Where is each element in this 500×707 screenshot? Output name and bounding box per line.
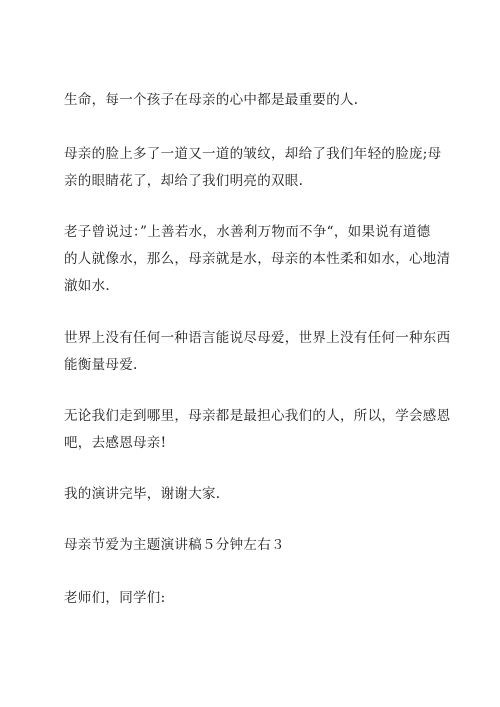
- text-line: 世界上没有任何一种语言能说尽母爱，世界上没有任何一种东西: [64, 330, 451, 346]
- text-line: 能衡量母爱.: [64, 357, 138, 373]
- text-line: 吧，去感恩母亲!: [64, 435, 167, 451]
- text-line: 老师们，同学们:: [64, 590, 166, 606]
- paragraph-laozi-quote: [64, 219, 451, 300]
- paragraph-life: [64, 87, 444, 114]
- paragraph-closing: [64, 481, 444, 508]
- text-line: 母亲节爱为主题演讲稿５分钟左右３: [64, 537, 285, 553]
- paragraph-mothers-love: [64, 325, 451, 379]
- text-line: 无论我们走到哪里，母亲都是最担心我们的人，所以，学会感恩: [64, 408, 451, 424]
- paragraph-gratitude: [64, 403, 451, 457]
- text-line: 生命，每一个孩子在母亲的心中都是最重要的人.: [64, 92, 359, 108]
- text-line: 的人就像水，那么，母亲就是水，母亲的本性柔和如水，心地清: [64, 251, 451, 267]
- paragraph-salutation: [64, 585, 444, 612]
- text-line: 母亲的脸上多了一道又一道的皱纹，却给了我们年轻的脸庞;母: [64, 146, 442, 162]
- text-line: 亲的眼睛花了，却给了我们明亮的双眼.: [64, 173, 304, 189]
- text-line: 老子曾说过：”上善若水，水善利万物而不争“，如果说有道德: [64, 224, 431, 240]
- paragraph-wrinkles: [64, 141, 444, 195]
- section-heading: [64, 532, 444, 559]
- text-line: 我的演讲完毕，谢谢大家.: [64, 486, 221, 502]
- text-line: 澈如水.: [64, 278, 110, 294]
